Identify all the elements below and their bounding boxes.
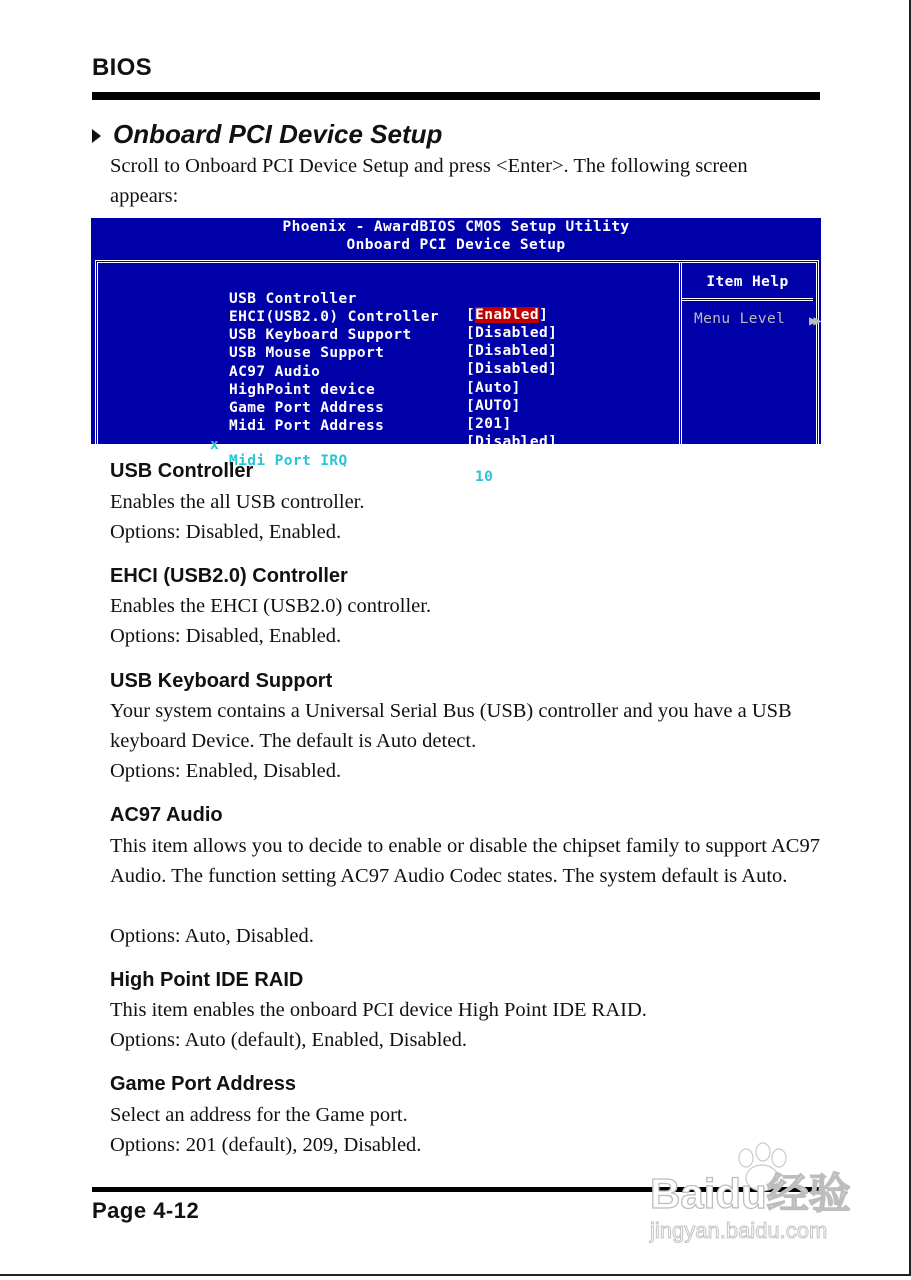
- item-heading: USB Keyboard Support: [110, 670, 333, 692]
- section-title-text: Onboard PCI Device Setup: [113, 119, 443, 149]
- bios-frame: [95, 260, 819, 466]
- bios-title-line1: Phoenix - AwardBIOS CMOS Setup Utility: [282, 219, 630, 235]
- bios-row-value: 10: [475, 469, 494, 485]
- bios-screenshot: [91, 218, 821, 485]
- item-options: Options: Auto (default), Enabled, Disabled.: [110, 1029, 467, 1051]
- bios-row-label: Midi Port Address: [229, 418, 385, 434]
- item-help-title: Item Help: [706, 274, 789, 290]
- double-right-triangle-icon: ▶▶: [809, 313, 818, 329]
- bios-row-value[interactable]: [AUTO]: [466, 398, 521, 414]
- bios-row-label: USB Controller: [229, 291, 357, 307]
- watermark-logo-text: Baidu经验: [650, 1170, 851, 1217]
- page-number: Page 4-12: [92, 1198, 200, 1223]
- item-options: Options: 201 (default), 209, Disabled.: [110, 1134, 422, 1156]
- item-options: Options: Disabled, Enabled.: [110, 625, 342, 647]
- section-title: [92, 119, 442, 150]
- bios-row-label: USB Keyboard Support: [229, 327, 412, 343]
- bios-row-label: Game Port Address: [229, 400, 385, 416]
- item-heading: AC97 Audio: [110, 804, 223, 826]
- triangle-bullet-icon: [92, 129, 101, 143]
- watermark-url: jingyan.baidu.com: [650, 1218, 828, 1243]
- bios-title-line2: Onboard PCI Device Setup: [346, 237, 566, 253]
- item-options: Options: Enabled, Disabled.: [110, 760, 342, 782]
- baidu-jingyan-watermark: [648, 1140, 863, 1250]
- item-heading: High Point IDE RAID: [110, 969, 304, 991]
- item-heading: USB Controller: [110, 460, 254, 482]
- item-text: Enables the EHCI (USB2.0) controller.: [110, 595, 432, 617]
- disabled-marker: x: [210, 437, 220, 453]
- item-text: Your system contains a Universal Serial Bus (USB) controller and you have a USB keyboard Device. The default is Auto detect.: [110, 700, 792, 752]
- bios-row-label: EHCI(USB2.0) Controller: [229, 309, 439, 325]
- bios-row-value[interactable]: [Enabled]: [466, 307, 549, 323]
- item-options: Options: Auto, Disabled.: [110, 925, 314, 947]
- item-text: This item allows you to decide to enable or disable the chipset family to support AC97 Audio. The function setting AC97 Audio Codec states. The system default is Auto.: [110, 835, 820, 887]
- bios-row-value[interactable]: [Disabled]: [466, 325, 558, 341]
- item-heading: EHCI (USB2.0) Controller: [110, 565, 348, 587]
- bios-row-label: HighPoint device: [229, 382, 376, 398]
- bios-row-label: USB Mouse Support: [229, 345, 385, 361]
- header-rule: [92, 92, 820, 100]
- item-help-divider: [682, 298, 813, 301]
- item-text: This item enables the onboard PCI device High Point IDE RAID.: [110, 999, 647, 1021]
- selected-value-highlight[interactable]: Enabled: [475, 307, 540, 323]
- bios-divider: [679, 263, 682, 463]
- item-text: Enables the all USB controller.: [110, 491, 365, 513]
- item-options: Options: Disabled, Enabled.: [110, 521, 342, 543]
- header-title: BIOS: [92, 54, 152, 81]
- menu-level-label: Menu Level: [694, 311, 786, 327]
- intro-text: Scroll to Onboard PCI Device Setup and press <Enter>. The following screen appears:: [110, 155, 748, 207]
- item-heading: Game Port Address: [110, 1073, 296, 1095]
- item-text: Select an address for the Game port.: [110, 1104, 408, 1126]
- bios-row-value[interactable]: [Disabled]: [466, 343, 558, 359]
- bios-row-label: Midi Port IRQ: [229, 453, 348, 469]
- bios-row-value[interactable]: [Auto]: [466, 380, 521, 396]
- bios-row-value[interactable]: [Disabled]: [466, 434, 558, 450]
- bios-row-value[interactable]: [201]: [466, 416, 512, 432]
- bios-row-value[interactable]: [Disabled]: [466, 361, 558, 377]
- bios-row-label: AC97 Audio: [229, 364, 321, 380]
